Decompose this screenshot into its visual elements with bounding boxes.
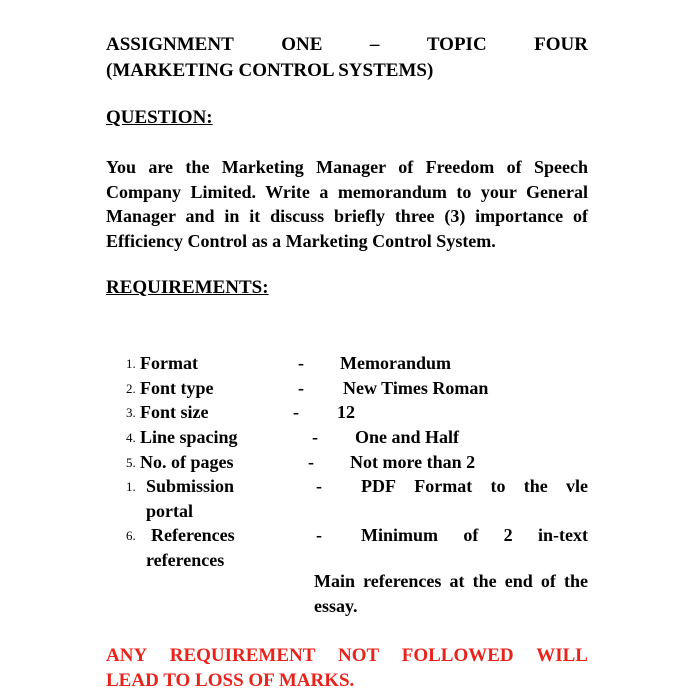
warning-line-1 xyxy=(106,644,588,669)
item-number: 6. xyxy=(126,528,136,543)
warning-word: NOT xyxy=(337,645,380,666)
requirement-item-format xyxy=(106,351,588,375)
item-dash: - xyxy=(308,452,314,472)
title-word: ASSIGNMENT xyxy=(106,34,234,55)
title-line-2: (MARKETING CONTROL SYSTEMS) xyxy=(106,60,434,81)
value-word: PDF xyxy=(361,476,396,496)
item-dash: - xyxy=(316,476,322,496)
item-value: Not more than 2 xyxy=(350,452,476,472)
requirements-heading: REQUIREMENTS: xyxy=(106,277,269,299)
item-label: References xyxy=(151,525,235,545)
requirement-item-references xyxy=(106,523,588,570)
item-label: Font type xyxy=(140,378,214,398)
item-number: 2. xyxy=(126,381,136,396)
item-label-continued: portal xyxy=(146,501,193,521)
item-dash: - xyxy=(293,402,299,422)
item-value: 12 xyxy=(337,402,355,422)
item-dash: - xyxy=(316,525,322,545)
requirement-item-font-type xyxy=(106,376,588,400)
warning-line-2: LEAD TO LOSS OF MARKS. xyxy=(106,669,355,691)
warning-notice xyxy=(106,644,588,693)
item-label-continued: references xyxy=(146,550,225,570)
item-number: 5. xyxy=(126,455,136,470)
references-note: Main references at the end of the essay. xyxy=(314,571,588,616)
item-value: One and Half xyxy=(355,427,460,447)
requirement-item-no-of-pages xyxy=(106,450,588,474)
item-dash: - xyxy=(298,353,304,373)
value-word: to xyxy=(490,476,506,496)
item-value xyxy=(361,474,588,498)
item-label: No. of pages xyxy=(140,452,234,472)
item-dash: - xyxy=(298,378,304,398)
question-heading: QUESTION: xyxy=(106,107,213,128)
item-number: 3. xyxy=(126,405,136,420)
title-line-1 xyxy=(106,32,588,58)
value-word: the xyxy=(523,476,548,496)
item-label: Line spacing xyxy=(140,427,238,447)
value-word: in-text xyxy=(538,525,588,545)
title-word: TOPIC xyxy=(426,34,487,55)
requirement-item-submission-portal xyxy=(106,474,588,521)
item-value xyxy=(361,523,588,547)
requirement-item-line-spacing xyxy=(106,425,588,449)
warning-word: ANY xyxy=(106,645,148,666)
document-title xyxy=(106,32,588,84)
value-word: of xyxy=(463,525,479,545)
title-word: FOUR xyxy=(534,34,588,55)
item-number: 1. xyxy=(126,479,136,494)
requirement-item-font-size xyxy=(106,400,588,424)
item-value: New Times Roman xyxy=(343,378,489,398)
warning-word: WILL xyxy=(536,645,588,666)
assignment-document xyxy=(106,32,588,691)
item-label: Font size xyxy=(140,402,209,422)
warning-word: FOLLOWED xyxy=(401,645,514,666)
item-label: Format xyxy=(140,353,198,373)
item-number: 1. xyxy=(126,356,136,371)
item-label: Submission xyxy=(146,476,235,496)
value-word: Minimum xyxy=(361,525,439,545)
item-number: 4. xyxy=(126,430,136,445)
title-word: ONE xyxy=(281,34,323,55)
warning-word: REQUIREMENT xyxy=(169,645,316,666)
title-word: – xyxy=(369,34,380,55)
item-dash: - xyxy=(312,427,318,447)
value-word: 2 xyxy=(503,525,513,545)
question-body: You are the Marketing Manager of Freedom of Speech Company Limited. Write a memorandum to your General Manager and in it discuss briefly three (3) importance of Efficiency Control as a Marketing Control System. xyxy=(106,157,588,251)
value-word: vle xyxy=(565,476,588,496)
item-value: Memorandum xyxy=(340,353,451,373)
value-word: Format xyxy=(414,476,473,496)
